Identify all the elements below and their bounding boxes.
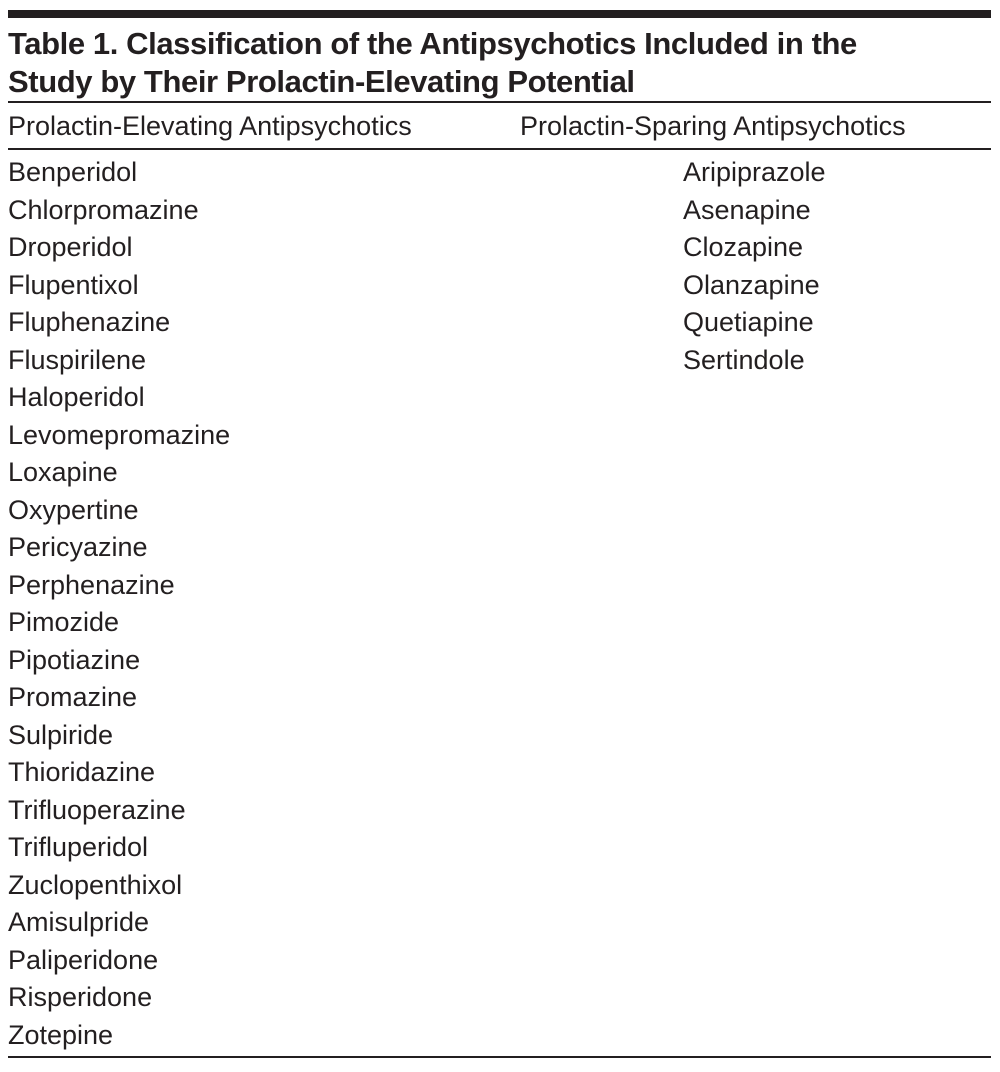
elevating-antipsychotic-item: Promazine	[8, 682, 138, 712]
elevating-antipsychotic-item: Sulpiride	[8, 719, 114, 750]
sparing-antipsychotic-item: Olanzapine	[683, 269, 820, 300]
sparing-antipsychotic-item: Aripiprazole	[683, 157, 826, 187]
sparing-list	[683, 154, 826, 379]
elevating-antipsychotic-item: Pipotiazine	[8, 644, 141, 675]
elevating-antipsychotic-item: Fluphenazine	[8, 307, 171, 337]
elevating-antipsychotic-item: Benperidol	[8, 157, 138, 187]
column-header-elevating: Prolactin-Elevating Antipsychotics	[8, 111, 412, 141]
elevating-antipsychotic-item: Oxypertine	[8, 494, 139, 525]
classification-table	[8, 10, 991, 1058]
elevating-antipsychotic-item: Trifluperidol	[8, 832, 149, 862]
table-bottom-rule	[8, 1056, 991, 1058]
elevating-antipsychotic-item: Levomepromazine	[8, 419, 231, 450]
elevating-antipsychotic-item: Flupentixol	[8, 269, 139, 300]
sparing-antipsychotic-item: Sertindole	[683, 344, 805, 375]
elevating-antipsychotic-item: Perphenazine	[8, 569, 175, 600]
elevating-list	[8, 154, 230, 1054]
elevating-antipsychotic-item: Zotepine	[8, 1019, 114, 1050]
elevating-antipsychotic-item: Fluspirilene	[8, 344, 147, 375]
elevating-antipsychotic-item: Droperidol	[8, 232, 133, 262]
table-body	[8, 150, 991, 1056]
table-title-line-1: Table 1. Classification of the Antipsychotics Included in the	[8, 26, 857, 61]
table-top-rule	[8, 10, 991, 18]
sparing-antipsychotic-item: Quetiapine	[683, 307, 814, 337]
elevating-antipsychotic-item: Trifluoperazine	[8, 794, 186, 825]
elevating-antipsychotic-item: Pimozide	[8, 607, 120, 637]
table-header-row	[8, 103, 991, 148]
elevating-antipsychotic-item: Chlorpromazine	[8, 194, 199, 225]
table-caption	[8, 18, 991, 101]
elevating-antipsychotic-item: Risperidone	[8, 982, 153, 1012]
elevating-antipsychotic-item: Amisulpride	[8, 907, 150, 937]
elevating-antipsychotic-item: Thioridazine	[8, 757, 156, 787]
elevating-antipsychotic-item: Pericyazine	[8, 532, 148, 562]
elevating-antipsychotic-item: Haloperidol	[8, 382, 145, 412]
sparing-antipsychotic-item: Clozapine	[683, 232, 804, 262]
table-title-line-2: Study by Their Prolactin-Elevating Potential	[8, 64, 635, 99]
column-header-sparing: Prolactin-Sparing Antipsychotics	[520, 111, 906, 141]
elevating-antipsychotic-item: Loxapine	[8, 457, 118, 487]
elevating-antipsychotic-item: Paliperidone	[8, 944, 159, 975]
elevating-antipsychotic-item: Zuclopenthixol	[8, 869, 183, 900]
sparing-antipsychotic-item: Asenapine	[683, 194, 811, 225]
